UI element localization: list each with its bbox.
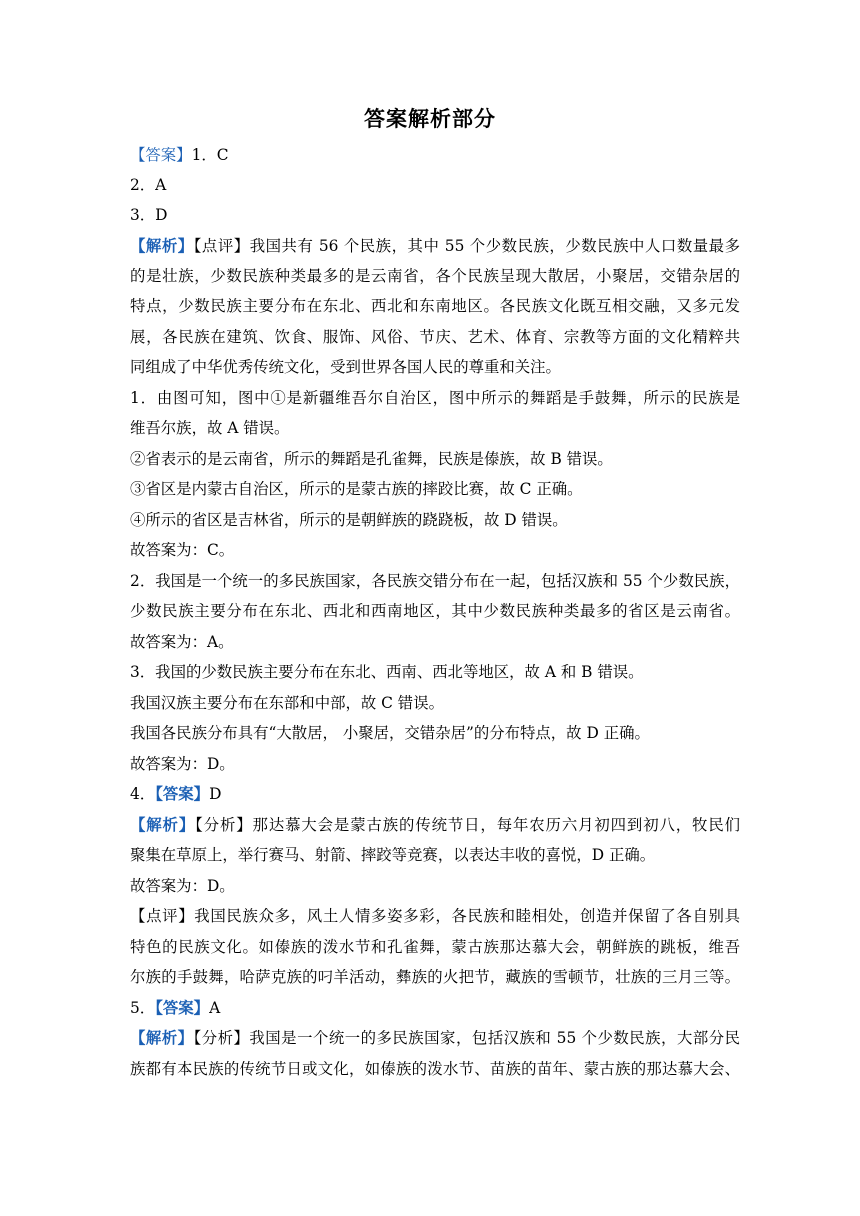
text-line: 3．D — [130, 206, 168, 224]
text-line: 4．【答案】D — [130, 785, 222, 803]
text-line: 我国各民族分布具有“大散居， 小聚居，交错杂居”的分布特点，故 D 正确。 — [130, 724, 650, 742]
text-line: 2．我国是一个统一的多民族国家，各民族交错分布在一起，包括汉族和 55 个少数民族， — [130, 572, 740, 590]
text-line: 【点评】我国民族众多，风土人情多姿多彩，各民族和睦相处，创造并保留了各自别具 — [130, 907, 740, 925]
text-line: 故答案为：D。 — [130, 755, 235, 773]
text-line: 【答案】1．C — [130, 146, 229, 164]
text-line: 聚集在草原上，举行赛马、射箭、摔跤等竞赛，以表达丰收的喜悦，D 正确。 — [130, 846, 656, 864]
text-line: ③省区是内蒙古自治区，所示的是蒙古族的摔跤比赛，故 C 正确。 — [130, 480, 583, 498]
answer-tag: 【答案】 — [155, 999, 210, 1017]
text-line: 维吾尔族，故 A 错误。 — [130, 419, 290, 437]
text-line: 的是壮族，少数民族种类最多的是云南省，各个民族呈现大散居，小聚居，交错杂居的 — [130, 267, 740, 285]
text-line: 1．由图可知，图中①是新疆维吾尔自治区，图中所示的舞蹈是手鼓舞，所示的民族是 — [130, 389, 740, 407]
text-line: 故答案为：D。 — [130, 877, 235, 895]
text-line: 故答案为：A。 — [130, 633, 234, 651]
answer-tag: 【答案】 — [130, 146, 192, 164]
text-line: 【解析】【分析】那达慕大会是蒙古族的传统节日，每年农历六月初四到初八，牧民们 — [130, 816, 740, 834]
answer-tag: 【答案】 — [155, 785, 210, 803]
text-line: 我国汉族主要分布在东部和中部，故 C 错误。 — [130, 694, 444, 712]
text-line: 3．我国的少数民族主要分布在东北、西南、西北等地区，故 A 和 B 错误。 — [130, 663, 644, 681]
text-line: 【解析】【分析】我国是一个统一的多民族国家，包括汉族和 55 个少数民族，大部分民 — [130, 1029, 740, 1047]
analysis-tag: 【解析】 — [130, 816, 196, 834]
text-line: 【解析】【点评】我国共有 56 个民族，其中 55 个少数民族，少数民族中人口数量最多 — [130, 237, 740, 255]
text-line: 尔族的手鼓舞，哈萨克族的叼羊活动，彝族的火把节，藏族的雪顿节，壮族的三月三等。 — [130, 968, 740, 986]
analysis-tag: 【解析】 — [130, 1029, 194, 1047]
text-line: 同组成了中华优秀传统文化，受到世界各国人民的尊重和关注。 — [130, 358, 561, 376]
text-line: 故答案为：C。 — [130, 541, 235, 559]
text-line: 特点，少数民族主要分布在东北、西北和东南地区。各民族文化既互相交融，又多元发 — [130, 297, 740, 315]
text-line: ②省表示的是云南省，所示的舞蹈是孔雀舞，民族是傣族，故 B 错误。 — [130, 450, 613, 468]
text-line: 2．A — [130, 176, 167, 194]
text-line: 特色的民族文化。如傣族的泼水节和孔雀舞，蒙古族那达慕大会，朝鲜族的跳板，维吾 — [130, 938, 740, 956]
text-line: 展，各民族在建筑、饮食、服饰、风俗、节庆、艺术、体育、宗教等方面的文化精粹共 — [130, 328, 740, 346]
page-title: 答案解析部分 — [364, 107, 496, 131]
text-line: 5．【答案】A — [130, 999, 221, 1017]
analysis-tag: 【解析】 — [130, 237, 194, 255]
text-line: ④所示的省区是吉林省，所示的是朝鲜族的跷跷板，故 D 错误。 — [130, 511, 568, 529]
text-line: 族都有本民族的传统节日或文化，如傣族的泼水节、苗族的苗年、蒙古族的那达慕大会、 — [130, 1060, 740, 1078]
text-line: 少数民族主要分布在东北、西北和西南地区，其中少数民族种类最多的省区是云南省。 — [130, 602, 740, 620]
